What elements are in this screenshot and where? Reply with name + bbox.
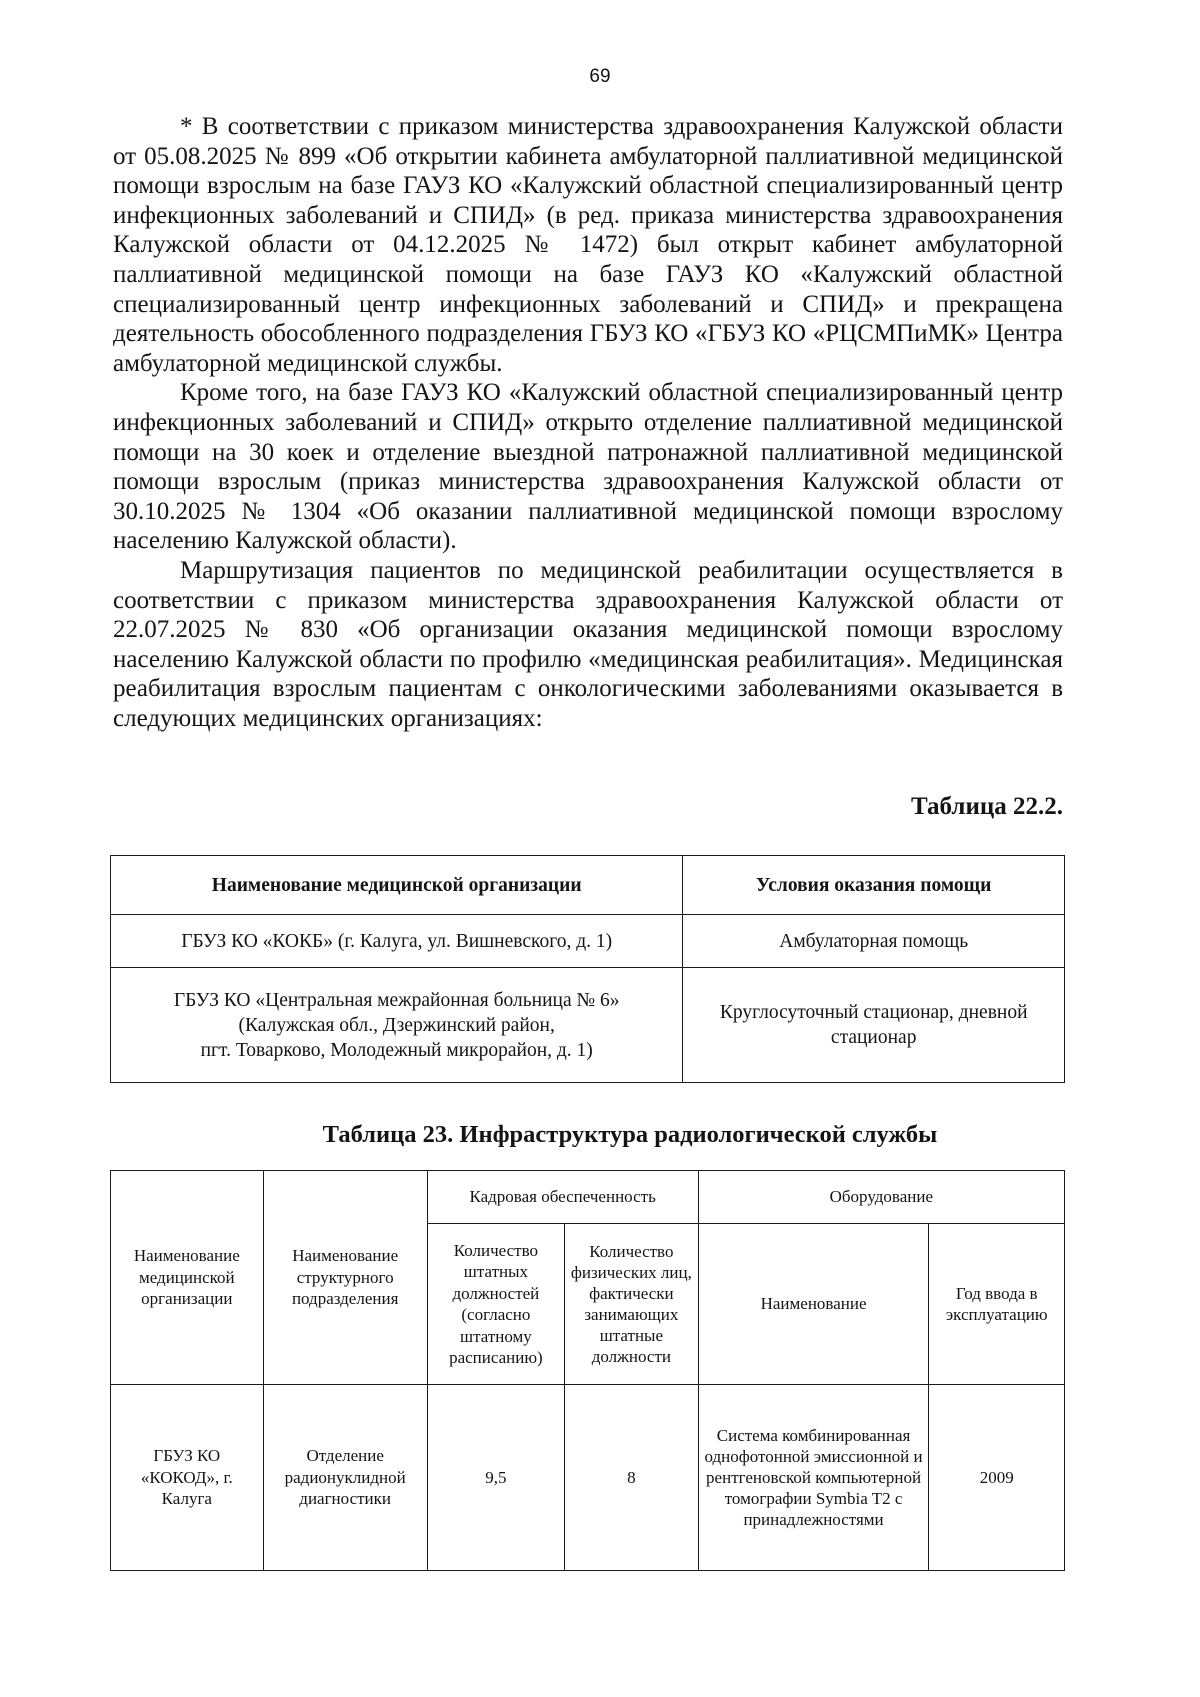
cell-staff-positions: 9,5: [427, 1385, 564, 1571]
header-staff-positions: Количество штатных должностей (согласно штатному расписанию): [427, 1224, 564, 1385]
cell-commissioning-year: 2009: [929, 1385, 1065, 1571]
header-equipment-name: Наименование: [698, 1224, 929, 1385]
paragraph-rehabilitation-routing: Маршрутизация пациентов по медицинской реабилитации осуществляется в соответствии с приказом министерства здравоохранения Калужской области от 22.07.2025 № 830 «Об организации оказания медицинской помощи взрослому населению Калужской области по профилю «медицинская реабилитация». Медицинская реабилитация взрослым пациентам с онкологическими заболеваниями оказывается в следующих медицинских организациях:: [113, 556, 1063, 732]
organization-line: (Калужская обл., Дзержинский район,: [238, 1014, 555, 1036]
cell-organization: [111, 915, 683, 968]
page-number: 69: [589, 66, 611, 87]
table-header-row: [111, 1171, 1065, 1224]
paragraph-palliative-cabinet: * В соответствии с приказом министерства здравоохранения Калужской области от 05.08.2025 № 899 «Об открытии кабинета амбулаторной паллиативной медицинской помощи взрослым на базе ГАУЗ КО «Калужский областной специализированный центр инфекционных заболеваний и СПИД» (в ред. приказа министерства здравоохранения Калужской области от 04.12.2025 № 1472) был открыт кабинет амбулаторной паллиативной медицинской помощи на базе ГАУЗ КО «Калужский областной специализированный центр инфекционных заболеваний и СПИД» и прекращена деятельность обособленного подразделения ГБУЗ КО «ГБУЗ КО «РЦСМПиМК» Центра амбулаторной медицинской службы.: [113, 113, 1063, 377]
cell-equipment-name: Система комбинированная однофотонной эмиссионной и рентгеновской компьютерной томографии Symbia T2 с принадлежностями: [698, 1385, 929, 1571]
header-commissioning-year: Год ввода в эксплуатацию: [929, 1224, 1065, 1385]
cell-organization: ГБУЗ КО «КОКОД», г. Калуга: [111, 1385, 264, 1571]
table-22-2: [110, 855, 1065, 1083]
header-staff-persons: Количество физических лиц, фактически занимающих штатные должности: [565, 1224, 699, 1385]
table-22-2-caption: Таблица 22.2.: [910, 793, 1063, 820]
table-row: [111, 915, 1065, 968]
header-staffing: Кадровая обеспеченность: [427, 1171, 698, 1224]
table-row: [111, 1385, 1065, 1571]
cell-conditions: Амбулаторная помощь: [683, 915, 1065, 968]
organization-line: ГБУЗ КО «Центральная межрайонная больница № 6»: [173, 989, 620, 1011]
organization-line: пгт. Товарково, Молодежный микрорайон, д. 1): [200, 1039, 593, 1061]
organization-line: ГБУЗ КО «КОКБ» (г. Калуга, ул. Вишневского, д. 1): [181, 930, 613, 952]
cell-conditions: [683, 968, 1065, 1083]
table-header-row: [111, 856, 1065, 915]
header-equipment: Оборудование: [698, 1171, 1064, 1224]
header-organization: Наименование медицинской организации: [111, 1171, 264, 1385]
header-organization: Наименование медицинской организации: [111, 856, 683, 915]
table-23-caption: Таблица 23. Инфраструктура радиологической службы: [322, 1121, 938, 1148]
body-text: [113, 112, 1063, 733]
cell-staff-persons: 8: [565, 1385, 699, 1571]
cell-organization: [111, 968, 683, 1083]
header-conditions: Условия оказания помощи: [683, 856, 1065, 915]
table-23: [110, 1170, 1065, 1571]
conditions-text: Круглосуточный стационар, дневной стационар: [719, 1002, 1028, 1048]
table-row: [111, 968, 1065, 1083]
header-structural-unit: Наименование структурного подразделения: [263, 1171, 427, 1385]
cell-structural-unit: Отделение радионуклидной диагностики: [263, 1385, 427, 1571]
paragraph-palliative-department: Кроме того, на базе ГАУЗ КО «Калужский областной специализированный центр инфекционных заболеваний и СПИД» открыто отделение паллиативной медицинской помощи на 30 коек и отделение выездной патронажной паллиативной медицинской помощи взрослым (приказ министерства здравоохранения Калужской области от 30.10.2025 № 1304 «Об оказании паллиативной медицинской помощи взрослому населению Калужской области).: [113, 379, 1063, 555]
